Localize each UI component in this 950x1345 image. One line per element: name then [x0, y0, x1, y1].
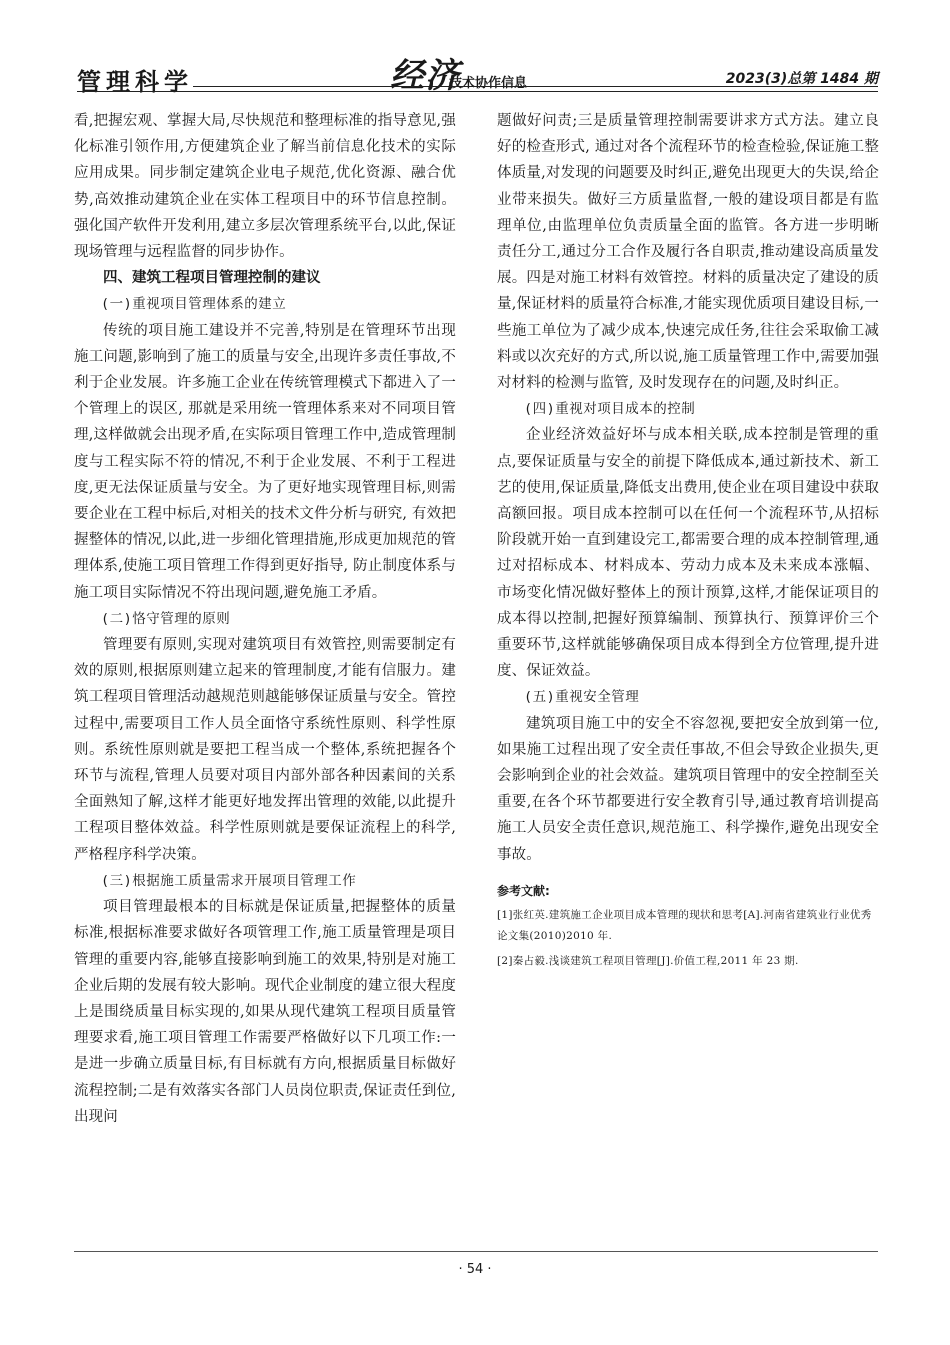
section-heading: 四、建筑工程项目管理控制的建议 [103, 270, 321, 287]
header-rule [193, 86, 878, 87]
paragraph: 看,把握宏观、掌握大局,尽快规范和整理标准的指导意见,强化标准引领作用,方便建筑企业了解当前信息化技术的实际应用成果。同步制定建筑企业电子规范,优化资源、融合优势,高效推动建筑企业在实体工程项目中的环节信息控制。强化国产软件开发利用,建立多层次管理系统平台,以此,保证现场管理与远程监督的同步协作。 [74, 113, 456, 261]
reference-item: [2]秦占毅.浅谈建筑工程项目管理[J].价值工程,2011 年 23 期. [497, 954, 799, 967]
footer-rule [74, 1251, 878, 1252]
page-number: · 54 · [458, 1262, 492, 1277]
paragraph: 管理要有原则,实现对建筑项目有效管控,则需要制定有效的原则,根据原则建立起来的管理制度,才能有信服力。建筑工程项目管理活动越规范则越能够保证质量与安全。管控过程中,需要项目工作人员全面恪守系统性原则、科学性原则。系统性原则就是要把工程当成一个整体,系统把握各个环节与流程,管理人员要对项目内部外部各种因素间的关系全面熟知了解,这样才能更好地发挥出管理的效能,以此提升工程项目整体效益。科学性原则就是要保证流程上的科学,严格程序科学决策。 [74, 637, 456, 863]
reference-item: [1]张红英.建筑施工企业项目成本管理的现状和思考[A].河南省建筑业行业优秀论文集(2010)2010 年. [497, 908, 872, 942]
subsection-heading: (三)根据施工质量需求开展项目管理工作 [101, 872, 357, 889]
subsection-heading: (二)恪守管理的原则 [101, 610, 231, 627]
paragraph: 建筑项目施工中的安全不容忽视,要把安全放到第一位,如果施工过程出现了安全责任事故,不但会导致企业损失,更会影响到企业的社会效益。建筑项目管理中的安全控制至关重要,在各个环节都要进行安全教育引导,通过教育培训提高施工人员安全责任意识,规范施工、科学操作,避免出现安全事故。 [497, 715, 879, 863]
paragraph: 项目管理最根本的目标就是保证质量,把握整体的质量标准,根据标准要求做好各项管理工作,施工质量管理是项目管理的重要内容,能够直接影响到施工的效果,特别是对施工企业后期的发展有较大影响。现代企业制度的建立很大程度上是围绕质量目标实现的,如果从现代建筑工程项目质量管理要求看,施工项目管理工作需要严格做好以下几项工作:一是进一步确立质量目标,有目标就有方向,根据质量目标做好流程控制;二是有效落实各部门人员岗位职责,保证责任到位,出现问 [74, 899, 456, 1125]
issue-number: 2023(3)总第 1484 期 [725, 71, 878, 87]
section-title: 管理科学 [77, 68, 193, 96]
subsection-heading: (四)重视对项目成本的控制 [524, 401, 696, 418]
subsection-heading: (五)重视安全管理 [524, 689, 640, 706]
references-title: 参考文献: [497, 883, 550, 898]
references [497, 882, 879, 972]
right-column [497, 108, 879, 976]
paragraph: 题做好问责;三是质量管理控制需要讲求方式方法。建立良好的检查形式, 通过对各个流程环节的检查检验,保证施工整体质量,对发现的问题要及时纠正,避免出现更大的失误,给企业带来损失。做好三方质量监督,一般的建设项目都是有监理单位,由监理单位负责质量全面的监管。各方进一步明晰责任分工,通过分工合作及履行各自职责,推动建设高质量发展。四是对施工材料有效管控。材料的质量决定了建设的质量,保证材料的质量符合标准,才能实现优质项目建设目标,一些施工单位为了减少成本,快速完成任务,往往会采取偷工减料或以次充好的方式,所以说,施工质量管理工作中,需要加强对材料的检测与监管, 及时发现存在的问题,及时纠正。 [497, 113, 879, 392]
journal-subtitle: 技术协作信息 [449, 76, 528, 91]
paragraph: 企业经济效益好坏与成本相关联,成本控制是管理的重点,要保证质量与安全的前提下降低成本,通过新技术、新工艺的使用,保证质量,降低支出费用,使企业在项目建设中获取高额回报。项目成本控制可以在任何一个流程环节,从招标阶段就开始一直到建设完工,都需要合理的成本控制管理,通过对招标成本、材料成本、劳动力成本及未来成本涨幅、 市场变化情况做好整体上的预计预算,这样,才能保证项目的成本得以控制,把握好预算编制、预算执行、预算评价三个重要环节,这样就能够确保项目成本得到全方位管理,提升进度、保证效益。 [497, 427, 879, 680]
subsection-heading: (一)重视项目管理体系的建立 [101, 296, 287, 313]
left-column [74, 108, 456, 1130]
page-header [0, 0, 950, 100]
header-rule [77, 91, 878, 92]
journal-logo: 经济 [390, 56, 460, 96]
paragraph: 传统的项目施工建设并不完善,特别是在管理环节出现施工问题,影响到了施工的质量与安全,出现许多责任事故,不利于企业发展。许多施工企业在传统管理模式下都进入了一个管理上的误区, 那就是采用统一管理体系来对不同项目管理,这样做就会出现矛盾,在实际项目管理工作中,造成管理制度与工程实际不符的情况,不利于企业发展、不利于工程进度,更无法保证质量与安全。为了更好地实现管理目标,则需要企业在工程中标后,对相关的技术文件分析与研究, 有效把握整体的情况,以此,进一步细化管理措施,形成更加规范的管理体系,使施工项目管理工作得到更好指导, 防止制度体系与施工项目实际情况不符出现问题,避免施工矛盾。 [74, 322, 456, 601]
